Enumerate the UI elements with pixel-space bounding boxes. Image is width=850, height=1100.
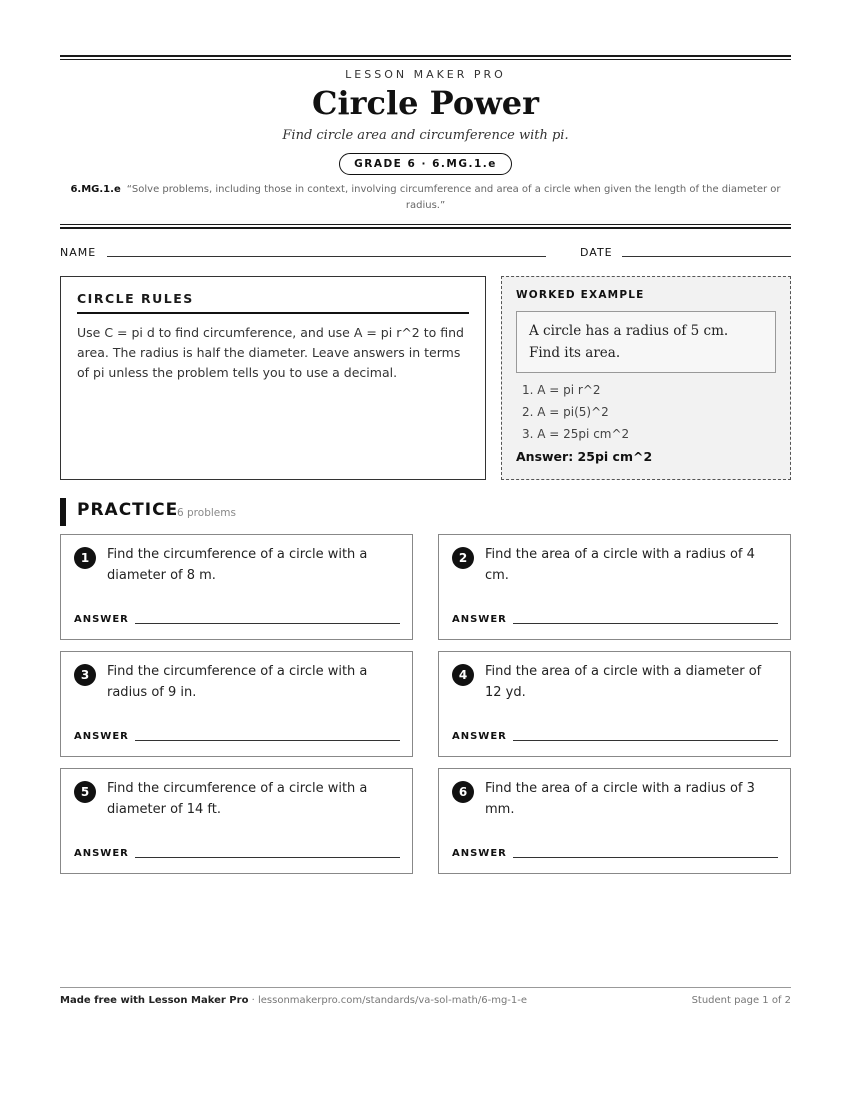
problem-text: Find the area of a circle with a radius of 4 cm. bbox=[485, 547, 755, 583]
practice-heading: PRACTICE bbox=[77, 500, 179, 520]
problem-text: Find the area of a circle with a radius of 3 mm. bbox=[485, 781, 755, 817]
answer-field[interactable] bbox=[513, 623, 778, 624]
top-rule-thin bbox=[60, 59, 791, 60]
date-label: DATE bbox=[580, 246, 613, 259]
practice-accent-bar bbox=[60, 498, 66, 526]
problem-number: 4 bbox=[452, 664, 474, 686]
problem-card bbox=[438, 651, 791, 757]
problem-card bbox=[438, 768, 791, 874]
grade-badge-wrap bbox=[60, 152, 791, 175]
circle-rules-heading: CIRCLE RULES bbox=[77, 291, 469, 314]
header-bottom-rule bbox=[60, 224, 791, 225]
problem-number: 1 bbox=[74, 547, 96, 569]
problem-card bbox=[438, 534, 791, 640]
answer-field[interactable] bbox=[513, 740, 778, 741]
answer-field[interactable] bbox=[135, 740, 400, 741]
header-bottom-rule-thick bbox=[60, 227, 791, 229]
problem-card bbox=[60, 651, 413, 757]
answer-label: ANSWER bbox=[74, 848, 129, 859]
page-title: Circle Power bbox=[312, 84, 539, 122]
answer-field[interactable] bbox=[135, 857, 400, 858]
problem-card bbox=[60, 534, 413, 640]
answer-label: ANSWER bbox=[452, 848, 507, 859]
problem-text: Find the circumference of a circle with a radius of 9 in. bbox=[107, 664, 368, 700]
problem-text: Find the circumference of a circle with a diameter of 8 m. bbox=[107, 547, 368, 583]
footer-rule bbox=[60, 987, 791, 988]
page-subtitle: Find circle area and circumference with pi. bbox=[282, 128, 569, 143]
worked-example-answer: Answer: 25pi cm^2 bbox=[516, 449, 653, 464]
problem-number: 6 bbox=[452, 781, 474, 803]
answer-label: ANSWER bbox=[74, 731, 129, 742]
example-step: 3. A = 25pi cm^2 bbox=[522, 427, 630, 441]
worksheet-page bbox=[60, 0, 791, 1100]
circle-rules-box bbox=[60, 276, 486, 480]
problem-text: Find the area of a circle with a diameter of 12 yd. bbox=[485, 664, 762, 700]
worked-example-steps bbox=[516, 379, 776, 445]
answer-field[interactable] bbox=[135, 623, 400, 624]
problem-card bbox=[60, 768, 413, 874]
worked-example-problem: A circle has a radius of 5 cm. Find its area. bbox=[516, 311, 776, 373]
problem-number: 2 bbox=[452, 547, 474, 569]
standard-description bbox=[60, 182, 791, 214]
top-rule bbox=[60, 55, 791, 57]
footer-url[interactable]: · lessonmakerpro.com/standards/va-sol-math/6-mg-1-e bbox=[251, 995, 528, 1006]
example-step: 1. A = pi r^2 bbox=[522, 383, 601, 397]
grade-badge: GRADE 6 · 6.MG.1.e bbox=[339, 153, 512, 175]
worked-example-box bbox=[501, 276, 791, 480]
answer-label: ANSWER bbox=[74, 614, 129, 625]
answer-field[interactable] bbox=[513, 857, 778, 858]
example-step: 2. A = pi(5)^2 bbox=[522, 405, 609, 419]
problem-number: 3 bbox=[74, 664, 96, 686]
footer-page-info: Student page 1 of 2 bbox=[691, 995, 791, 1006]
footer-made-with: Made free with Lesson Maker Pro bbox=[60, 995, 249, 1006]
date-field[interactable] bbox=[622, 256, 791, 257]
problem-text: Find the circumference of a circle with a diameter of 14 ft. bbox=[107, 781, 368, 817]
standard-text: “Solve problems, including those in context, involving circumference and area of a circle when given the length of the diameter or radius.” bbox=[126, 184, 781, 211]
practice-count: 6 problems bbox=[177, 507, 236, 519]
worked-example-heading: WORKED EXAMPLE bbox=[516, 289, 645, 301]
name-label: NAME bbox=[60, 246, 97, 259]
circle-rules-text: Use C = pi d to find circumference, and use A = pi r^2 to find area. The radius is half the diameter. Leave answers in terms of pi unless the problem tells you to use a decimal. bbox=[77, 325, 464, 380]
name-field[interactable] bbox=[107, 256, 546, 257]
problem-number: 5 bbox=[74, 781, 96, 803]
brand-name: LESSON MAKER PRO bbox=[345, 68, 506, 81]
answer-label: ANSWER bbox=[452, 614, 507, 625]
footer-credit bbox=[60, 995, 527, 1006]
standard-code: 6.MG.1.e bbox=[70, 184, 121, 195]
answer-label: ANSWER bbox=[452, 731, 507, 742]
